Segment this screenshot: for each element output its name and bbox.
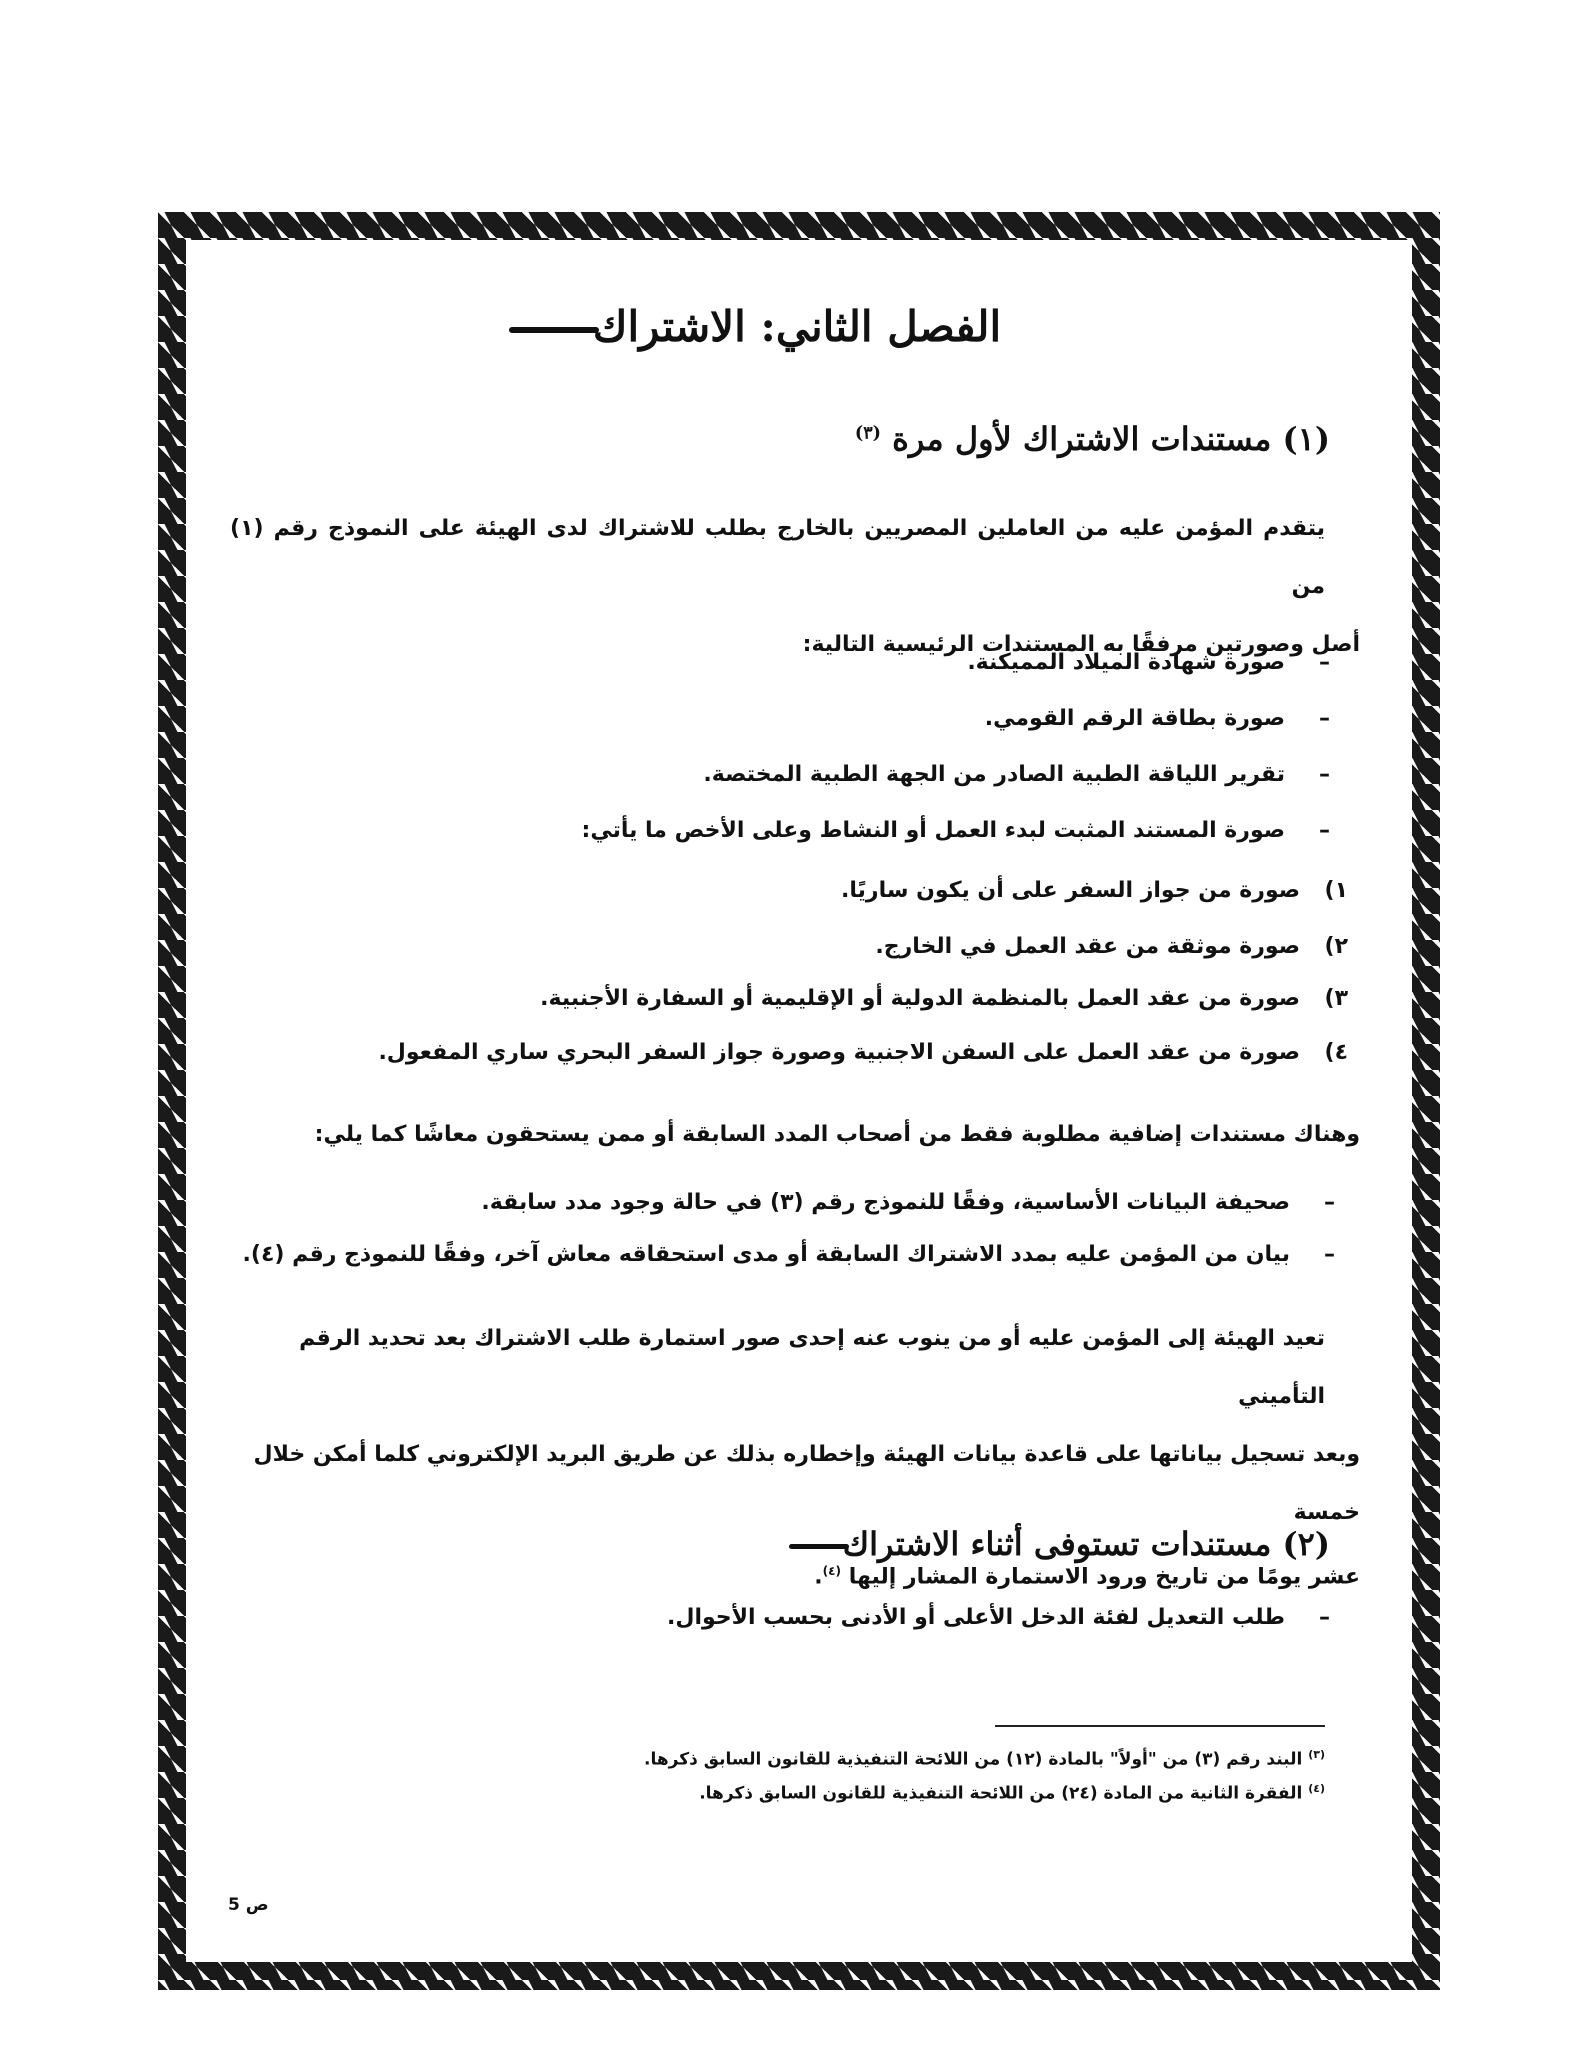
footnote [699,1782,1325,1804]
numbered-item [378,1040,1348,1065]
dash-bullet: – [1319,1605,1330,1630]
dash-bullet: – [1319,818,1330,843]
dash-bullet: – [1319,706,1330,731]
closing-period: . [814,1564,823,1590]
list-item [582,818,1330,843]
list-item-text: تقرير اللياقة الطبية الصادر من الجهة الطبية المختصة. [703,762,1285,787]
list-item [667,1605,1330,1630]
closing-line-text: عشر يومًا من تاريخ ورود الاستمارة المشار إليها [848,1564,1360,1590]
list-item-text: صورة شهادة الميلاد المميكنة. [967,650,1285,675]
page-number: ص 5 [228,1895,269,1915]
additional-intro [230,1106,1360,1164]
list-item [985,706,1330,731]
section-heading-text: (١) مستندات الاشتراك لأول مرة [892,420,1330,458]
list-item [703,762,1330,787]
item-text: صورة موثقة من عقد العمل في الخارج. [875,934,1300,959]
closing-line: تعيد الهيئة إلى المؤمن عليه أو من ينوب عنه إحدى صور استمارة طلب الاشتراك بعد تحديد الرقم التأميني [299,1326,1325,1409]
list-item [967,650,1330,675]
intro-paragraph [230,500,1360,674]
dash-bullet: – [1324,1190,1335,1215]
intro-line: أصل وصورتين مرفقًا به المستندات الرئيسية التالية: [802,632,1360,657]
footnote [644,1748,1325,1770]
list-item [481,1190,1335,1215]
closing-line: وبعد تسجيل بياناتها على قاعدة بيانات الهيئة وإخطاره بذلك عن طريق البريد الإلكتروني كلما أمكن خلال خمسة [253,1442,1360,1525]
dash-bullet: – [1319,650,1330,675]
numbered-item [875,934,1348,959]
item-number: ٢) [1324,934,1348,959]
list-item-text: طلب التعديل لفئة الدخل الأعلى أو الأدنى بحسب الأحوال. [667,1605,1285,1630]
item-number: ١) [1324,878,1348,903]
footnote-text: الفقرة الثانية من المادة (٢٤) من اللائحة التنفيذية للقانون السابق ذكرها. [699,1783,1303,1804]
footnote-marker: (٤) [1308,1782,1325,1795]
section-heading-first-subscription [230,420,1330,458]
intro-line: يتقدم المؤمن عليه من العاملين المصريين بالخارج بطلب للاشتراك لدى الهيئة على النموذج رقم (١) من [230,516,1325,599]
item-text: صورة من عقد العمل على السفن الاجنبية وصورة جواز السفر البحري ساري المفعول. [378,1040,1300,1065]
section-heading-text: (٢) مستندات تستوفى أثناء الاشتراك [842,1525,1330,1563]
title-swash [789,1544,849,1549]
numbered-item [841,878,1348,903]
list-item-text: صحيفة البيانات الأساسية، وفقًا للنموذج رقم (٣) في حالة وجود مدد سابقة. [481,1190,1290,1215]
footnote-ref: (٣) [854,422,881,444]
footnote-ref: (٤) [822,1564,842,1578]
item-number: ٤) [1324,1040,1348,1065]
footnote-text: البند رقم (٣) من "أولاً" بالمادة (١٢) من اللائحة التنفيذية للقانون السابق ذكرها. [644,1749,1303,1770]
item-text: صورة من عقد العمل بالمنظمة الدولية أو الإقليمية أو السفارة الأجنبية. [540,986,1300,1011]
numbered-item [540,986,1348,1011]
footnote-divider [995,1725,1325,1727]
item-number: ٣) [1324,986,1348,1011]
list-item-text: صورة المستند المثبت لبدء العمل أو النشاط وعلى الأخص ما يأتي: [581,818,1285,843]
additional-intro-text: وهناك مستندات إضافية مطلوبة فقط من أصحاب المدد السابقة أو ممن يستحقون معاشًا كما يلي: [314,1122,1360,1147]
dash-bullet: – [1319,762,1330,787]
footnote-marker: (٣) [1308,1748,1325,1761]
chapter-title-text: الفصل الثاني: الاشتراك [592,302,1002,351]
chapter-title [230,302,1360,351]
title-swash [509,327,599,333]
section-heading-during-subscription [230,1525,1330,1563]
item-text: صورة من جواز السفر على أن يكون ساريًا. [841,878,1300,903]
list-item [243,1242,1335,1267]
list-item-text: صورة بطاقة الرقم القومي. [984,706,1285,731]
document-page [230,270,1360,1970]
list-item-text: بيان من المؤمن عليه بمدد الاشتراك السابقة أو مدى استحقاقه معاش آخر، وفقًا للنموذج رقم (٤). [242,1242,1290,1267]
dash-bullet: – [1324,1242,1335,1267]
